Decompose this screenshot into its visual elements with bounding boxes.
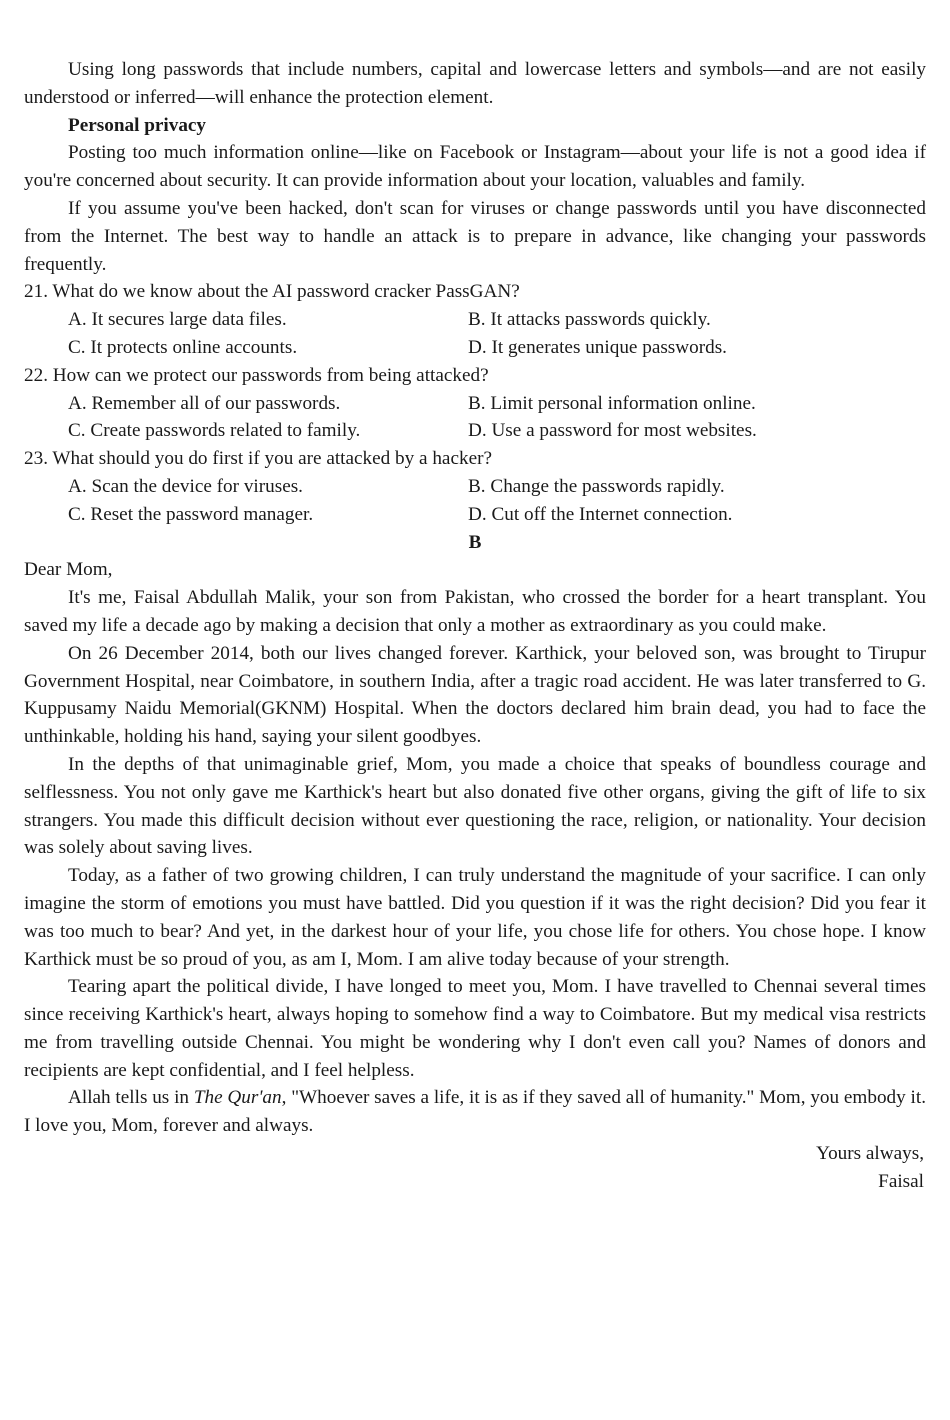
option-d: D. Cut off the Internet connection. [468, 503, 733, 525]
option-a: A. Scan the device for viruses. [68, 475, 303, 497]
letter-paragraph-1: It's me, Faisal Abdullah Malik, your son from Pakistan, who crossed the border for a heart transplant. You saved my life a decade ago by making a decision that only a mother as extraordinary as you could make. [24, 587, 926, 636]
quote-intro: Allah tells us in [68, 1087, 194, 1109]
book-title: The Qur'an [193, 1087, 282, 1109]
question-stem: 21. What do we know about the AI password cracker PassGAN? [24, 281, 520, 303]
option-c: C. Create passwords related to family. [68, 420, 361, 442]
document-page [24, 56, 926, 1188]
letter-paragraph-2: On 26 December 2014, both our lives changed forever. Karthick, your beloved son, was brought to Tirupur Government Hospital, near Coimbatore, in southern India, after a tragic road accident. He was later transferred to G. Kuppusamy Naidu Memorial(GKNM) Hospital. When the doctors declared him brain dead, you had to face the unthinkable, holding his hand, saying your silent goodbyes. [24, 642, 926, 748]
question-21 [24, 278, 926, 361]
option-c: C. Reset the password manager. [68, 503, 314, 525]
question-22 [24, 362, 926, 445]
letter-paragraph-3: In the depths of that unimaginable grief, Mom, you made a choice that speaks of boundless courage and selflessness. You not only gave me Karthick's heart but also donated five other organs, giving the gift of life to six strangers. You made this difficult decision without ever questioning the race, religion, or nationality. Your decision was solely about saving lives. [24, 753, 926, 859]
option-grid [24, 473, 926, 529]
section-b-label: B [468, 531, 482, 553]
option-d: D. Use a password for most websites. [468, 420, 757, 442]
option-b: B. Limit personal information online. [468, 392, 756, 414]
option-grid [24, 390, 926, 446]
paragraph-privacy: Posting too much information online—like on Facebook or Instagram—about your life is not a good idea if you're concerned about security. It can provide information about your location, valuables and family. [24, 142, 926, 192]
paragraph-passwords: Using long passwords that include numbers, capital and lowercase letters and symbols—and are not easily understood or inferred—will enhance the protection element. [24, 59, 926, 108]
paragraph-hacked: If you assume you've been hacked, don't scan for viruses or change passwords until you have disconnected from the Internet. The best way to handle an attack is to prepare in advance, like changing your passwords frequently. [24, 197, 926, 275]
option-c: C. It protects online accounts. [68, 336, 298, 358]
question-stem: 23. What should you do first if you are attacked by a hacker? [24, 448, 492, 470]
quote-text: , "Whoever saves a life, it is as if they saved all of humanity." Mom, you embody it. I love you, Mom, forever and always. [24, 1087, 926, 1137]
letter-signature: Faisal [878, 1170, 924, 1188]
option-a: A. It secures large data files. [68, 309, 287, 331]
letter-paragraph-5: Tearing apart the political divide, I have longed to meet you, Mom. I have travelled to Chennai several times since receiving Karthick's heart, always hoping to somehow find a way to Coimbatore. But my medical visa restricts me from travelling outside Chennai. You might be wondering why I don't even call you? Names of donors and recipients are kept confidential, and I feel helpless. [24, 976, 926, 1081]
option-grid [24, 306, 926, 362]
letter-paragraph-6 [24, 1084, 926, 1140]
question-stem: 22. How can we protect our passwords from being attacked? [24, 364, 489, 386]
letter-paragraph-4: Today, as a father of two growing children, I can truly understand the magnitude of your sacrifice. I can only imagine the storm of emotions you must have battled. Did you question if it was the right decision? Did you fear it was too much to bear? And yet, in the darkest hour of your life, you chose life for others. You chose hope. I know Karthick must be so proud of you, as am I, Mom. I am alive today because of your strength. [24, 865, 926, 970]
heading-personal-privacy: Personal privacy [68, 114, 207, 136]
question-23 [24, 445, 926, 528]
option-d: D. It generates unique passwords. [468, 336, 727, 358]
letter-closing: Yours always, [816, 1143, 924, 1165]
option-b: B. Change the passwords rapidly. [468, 475, 725, 497]
letter-greeting: Dear Mom, [24, 559, 113, 581]
option-a: A. Remember all of our passwords. [68, 392, 341, 414]
option-b: B. It attacks passwords quickly. [468, 309, 711, 331]
